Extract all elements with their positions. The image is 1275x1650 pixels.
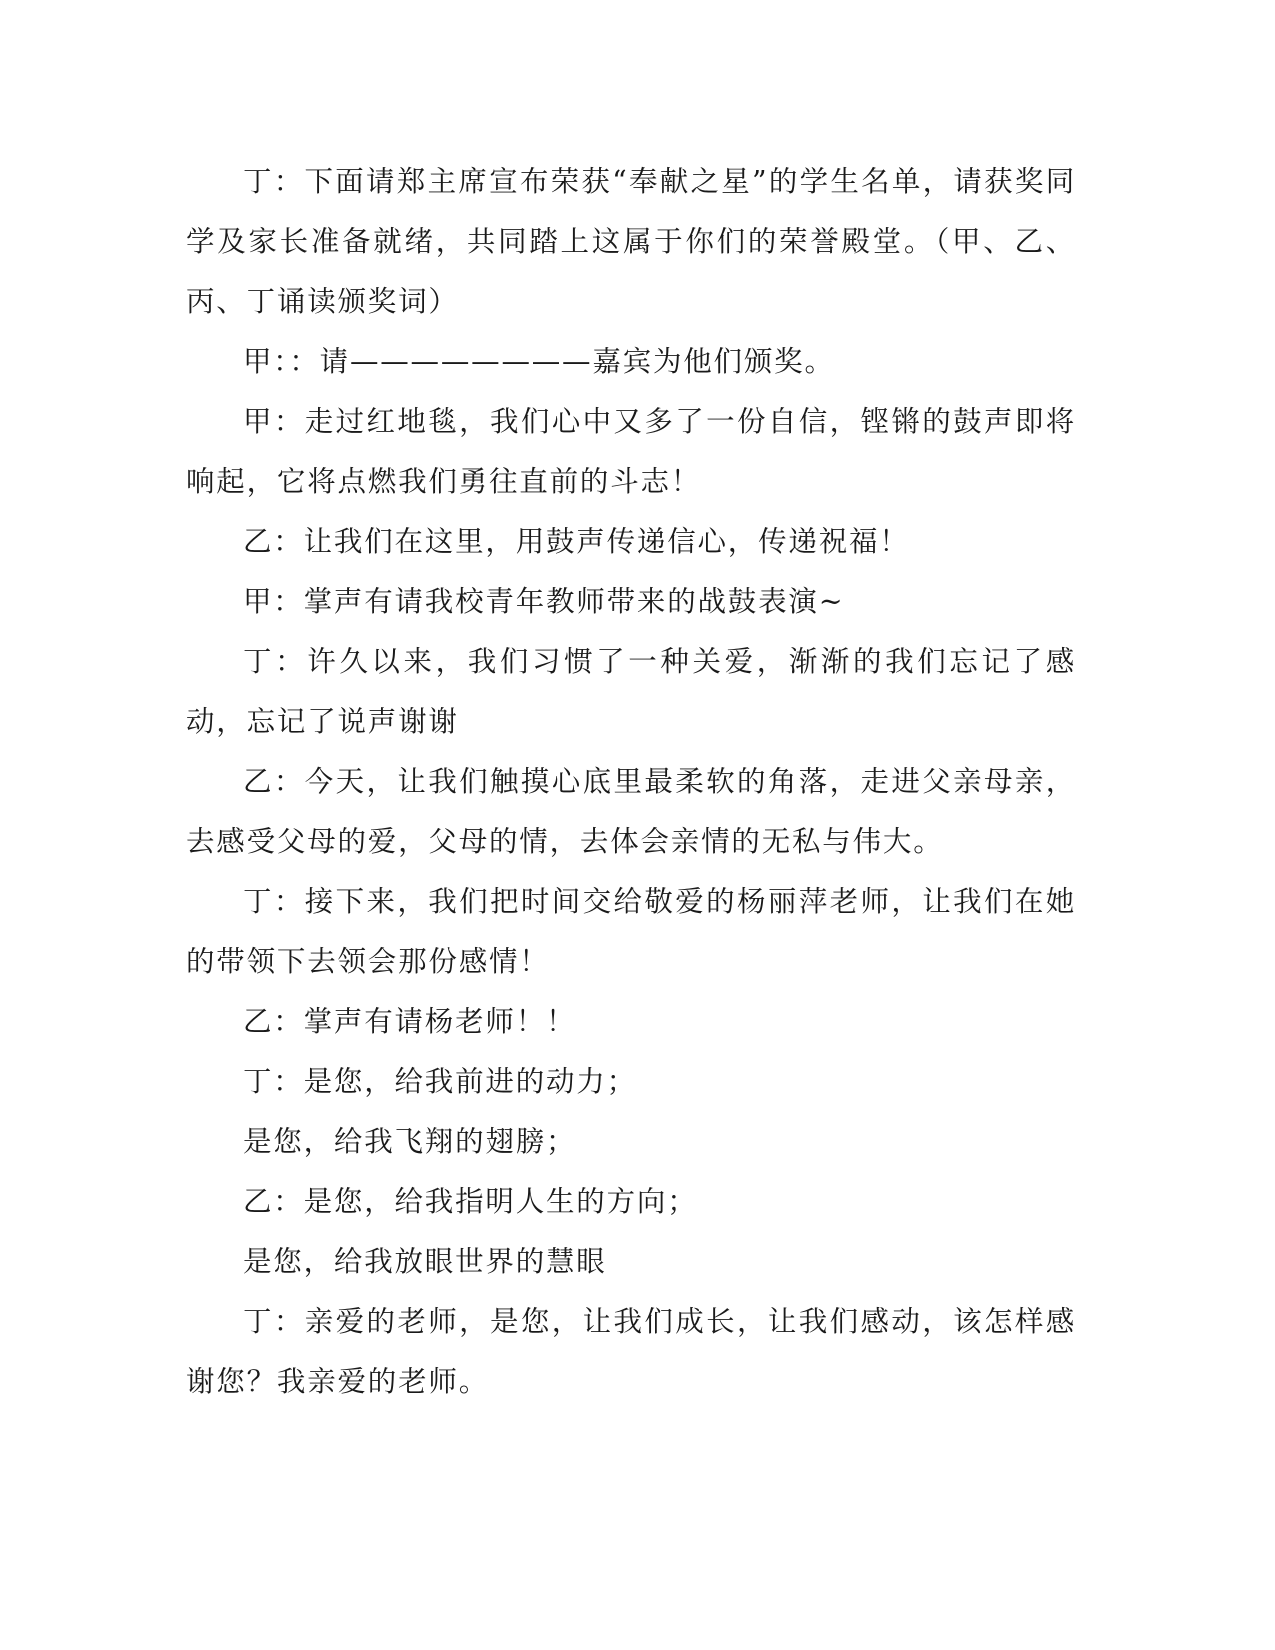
paragraph: 丁：许久以来，我们习惯了一种关爱，渐渐的我们忘记了感动，忘记了说声谢谢 xyxy=(186,645,1076,738)
paragraph: 是您，给我放眼世界的慧眼 xyxy=(243,1245,607,1278)
paragraph: 丁：下面请郑主席宣布荣获“奉献之星”的学生名单，请获奖同学及家长准备就绪，共同踏上这属于你们的荣誉殿堂。（甲、乙、丙、丁诵读颁奖词） xyxy=(186,165,1076,318)
paragraph: 甲：：请————————嘉宾为他们颁奖。 xyxy=(243,345,835,378)
paragraph: 是您，给我飞翔的翅膀； xyxy=(243,1125,577,1158)
paragraph: 丁：是您，给我前进的动力； xyxy=(243,1065,637,1098)
paragraph: 丁：接下来，我们把时间交给敬爱的杨丽萍老师，让我们在她的带领下去领会那份感情！ xyxy=(186,885,1076,978)
document-body xyxy=(186,152,1076,1412)
paragraph: 乙：掌声有请杨老师！！ xyxy=(243,1005,577,1038)
paragraph: 丁：亲爱的老师，是您，让我们成长，让我们感动，该怎样感谢您？我亲爱的老师。 xyxy=(186,1305,1076,1398)
paragraph: 甲：掌声有请我校青年教师带来的战鼓表演~ xyxy=(243,585,845,618)
paragraph: 甲：走过红地毯，我们心中又多了一份自信，铿锵的鼓声即将响起，它将点燃我们勇往直前的斗志！ xyxy=(186,405,1076,498)
paragraph: 乙：是您，给我指明人生的方向； xyxy=(243,1185,698,1218)
paragraph: 乙：让我们在这里，用鼓声传递信心，传递祝福！ xyxy=(243,525,910,558)
paragraph: 乙：今天，让我们触摸心底里最柔软的角落，走进父亲母亲，去感受父母的爱，父母的情，去体会亲情的无私与伟大。 xyxy=(186,765,1076,858)
